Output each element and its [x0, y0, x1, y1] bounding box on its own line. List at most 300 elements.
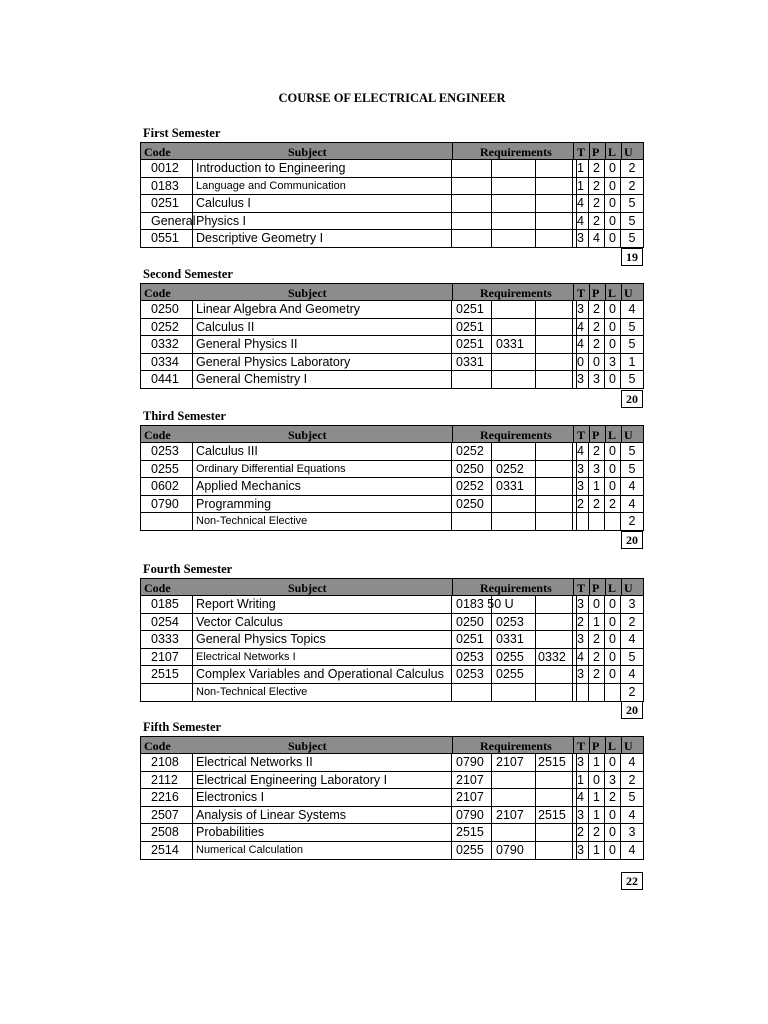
course-code: 0250 — [140, 301, 192, 319]
requirement-1 — [451, 213, 491, 231]
semester-heading: First Semester — [143, 126, 221, 140]
hours-l: 0 — [604, 754, 620, 772]
column-divider — [589, 143, 590, 159]
page-title: COURSE OF ELECTRICAL ENGINEER — [278, 91, 506, 105]
column-divider — [589, 284, 590, 300]
table-header — [140, 425, 644, 443]
hours-l: 0 — [604, 614, 620, 632]
requirement-1: 2515 — [451, 824, 491, 842]
hours-p: 2 — [588, 213, 604, 231]
header-l: L — [608, 581, 617, 595]
units-u: 5 — [620, 461, 644, 479]
requirement-2: 0790 — [491, 842, 535, 860]
requirement-1: 0253 — [451, 649, 491, 667]
units-u: 1 — [620, 354, 644, 372]
course-code: 0602 — [140, 478, 192, 496]
course-subject: Calculus II — [192, 319, 451, 337]
hours-p: 1 — [588, 614, 604, 632]
hours-t: 3 — [572, 754, 588, 772]
hours-l: 0 — [604, 213, 620, 231]
hours-p: 2 — [588, 666, 604, 684]
table-row — [140, 461, 644, 479]
hours-l: 0 — [604, 631, 620, 649]
hours-l: 0 — [604, 195, 620, 213]
requirement-2 — [491, 513, 535, 531]
header-l: L — [608, 428, 617, 442]
header-requirements: Requirements — [480, 145, 552, 159]
table-row — [140, 684, 644, 702]
header-u: U — [624, 428, 633, 442]
requirement-2: 0331 — [491, 336, 535, 354]
hours-l: 0 — [604, 461, 620, 479]
column-divider — [605, 426, 606, 442]
requirement-1: 0252 — [451, 478, 491, 496]
hours-l: 0 — [604, 160, 620, 178]
units-u: 4 — [620, 666, 644, 684]
hours-t: 3 — [572, 230, 588, 248]
column-divider — [589, 737, 590, 753]
course-code: 0332 — [140, 336, 192, 354]
requirement-1: 0331 — [451, 354, 491, 372]
requirement-1: 2107 — [451, 772, 491, 790]
units-u: 2 — [620, 160, 644, 178]
course-subject: General Physics II — [192, 336, 451, 354]
hours-t: 3 — [572, 666, 588, 684]
requirement-3 — [535, 478, 576, 496]
course-subject: Report Writing — [192, 596, 451, 614]
column-divider — [573, 426, 574, 442]
table-row — [140, 301, 644, 319]
header-subject: Subject — [288, 581, 327, 595]
requirement-2 — [491, 160, 535, 178]
hours-l: 2 — [604, 496, 620, 514]
semester-total: 20 — [621, 701, 643, 719]
requirement-2 — [491, 301, 535, 319]
hours-p: 0 — [588, 596, 604, 614]
column-divider — [589, 579, 590, 595]
header-t: T — [577, 739, 586, 753]
requirement-3 — [535, 684, 576, 702]
column-divider — [452, 426, 453, 442]
header-t: T — [577, 145, 586, 159]
hours-p: 2 — [588, 496, 604, 514]
requirement-2 — [491, 684, 535, 702]
hours-t: 2 — [572, 614, 588, 632]
hours-l: 3 — [604, 772, 620, 790]
requirement-3 — [535, 666, 576, 684]
hours-p: 2 — [588, 160, 604, 178]
hours-t: 4 — [572, 336, 588, 354]
hours-p: 1 — [588, 478, 604, 496]
requirement-1 — [451, 195, 491, 213]
column-divider — [573, 737, 574, 753]
column-divider — [605, 284, 606, 300]
table-row — [140, 496, 644, 514]
requirement-2: 0331 — [491, 478, 535, 496]
course-subject: Electrical Networks II — [192, 754, 451, 772]
hours-t: 4 — [572, 213, 588, 231]
course-subject: Language and Communication — [192, 178, 451, 196]
hours-l: 0 — [604, 336, 620, 354]
course-subject: Complex Variables and Operational Calculus — [192, 666, 451, 684]
course-code: 0441 — [140, 371, 192, 389]
hours-t: 4 — [572, 319, 588, 337]
table-row — [140, 478, 644, 496]
header-requirements: Requirements — [480, 739, 552, 753]
hours-t: 3 — [572, 807, 588, 825]
table-header — [140, 283, 644, 301]
hours-t: 1 — [572, 772, 588, 790]
units-u: 2 — [620, 513, 644, 531]
column-divider — [573, 284, 574, 300]
semester-heading: Third Semester — [143, 409, 226, 423]
requirement-3: 0332 — [535, 649, 576, 667]
requirement-3 — [535, 371, 576, 389]
column-divider — [621, 579, 622, 595]
course-code — [140, 684, 192, 702]
table-row — [140, 596, 644, 614]
header-subject: Subject — [288, 145, 327, 159]
hours-t: 3 — [572, 596, 588, 614]
column-divider — [621, 737, 622, 753]
requirement-1: 0252 — [451, 443, 491, 461]
units-u: 5 — [620, 230, 644, 248]
requirement-3 — [535, 631, 576, 649]
column-divider — [605, 737, 606, 753]
requirement-3 — [535, 195, 576, 213]
hours-t: 4 — [572, 195, 588, 213]
column-divider — [605, 579, 606, 595]
hours-t: 2 — [572, 824, 588, 842]
table-row — [140, 789, 644, 807]
table-row — [140, 754, 644, 772]
requirement-2: 2107 — [491, 807, 535, 825]
units-u: 5 — [620, 649, 644, 667]
requirement-1: 0253 — [451, 666, 491, 684]
column-divider — [621, 143, 622, 159]
header-requirements: Requirements — [480, 428, 552, 442]
column-divider — [589, 426, 590, 442]
course-code: 2107 — [140, 649, 192, 667]
hours-p: 2 — [588, 443, 604, 461]
course-subject: Numerical Calculation — [192, 842, 451, 860]
requirement-1 — [451, 684, 491, 702]
table-row — [140, 195, 644, 213]
requirement-1: 0251 — [451, 631, 491, 649]
header-requirements: Requirements — [480, 581, 552, 595]
units-u: 3 — [620, 596, 644, 614]
requirement-1: 0251 — [451, 301, 491, 319]
header-t: T — [577, 581, 586, 595]
header-u: U — [624, 581, 633, 595]
hours-p: 2 — [588, 336, 604, 354]
header-code: Code — [144, 286, 171, 300]
course-code: General — [140, 213, 192, 231]
semester-total: 20 — [621, 390, 643, 408]
requirement-1 — [451, 160, 491, 178]
requirement-3 — [535, 443, 576, 461]
course-code: 0551 — [140, 230, 192, 248]
requirement-3 — [535, 230, 576, 248]
hours-t: 1 — [572, 160, 588, 178]
hours-p: 1 — [588, 754, 604, 772]
header-code: Code — [144, 428, 171, 442]
course-subject: Applied Mechanics — [192, 478, 451, 496]
header-t: T — [577, 428, 586, 442]
table-row — [140, 371, 644, 389]
semester-table — [140, 142, 644, 248]
requirement-3 — [535, 178, 576, 196]
hours-p: 1 — [588, 807, 604, 825]
column-divider — [573, 579, 574, 595]
header-subject: Subject — [288, 286, 327, 300]
header-requirements: Requirements — [480, 286, 552, 300]
table-row — [140, 824, 644, 842]
table-row — [140, 513, 644, 531]
hours-l: 0 — [604, 807, 620, 825]
semester-heading: Second Semester — [143, 267, 233, 281]
table-header — [140, 736, 644, 754]
requirement-2: 0253 — [491, 614, 535, 632]
column-divider — [621, 426, 622, 442]
hours-l: 0 — [604, 596, 620, 614]
table-row — [140, 230, 644, 248]
requirement-2: 0252 — [491, 461, 535, 479]
requirement-2: 0255 — [491, 649, 535, 667]
requirement-2 — [491, 824, 535, 842]
hours-l: 0 — [604, 666, 620, 684]
semester-total: 20 — [621, 531, 643, 549]
hours-t: 3 — [572, 301, 588, 319]
course-code: 0183 — [140, 178, 192, 196]
header-t: T — [577, 286, 586, 300]
requirement-1: 0255 — [451, 842, 491, 860]
course-subject: General Chemistry I — [192, 371, 451, 389]
course-subject: General Physics Laboratory — [192, 354, 451, 372]
table-row — [140, 614, 644, 632]
semester-heading: Fifth Semester — [143, 720, 222, 734]
requirement-1: 0251 — [451, 336, 491, 354]
requirement-3 — [535, 354, 576, 372]
course-subject: Programming — [192, 496, 451, 514]
course-subject: Electrical Engineering Laboratory I — [192, 772, 451, 790]
table-header — [140, 142, 644, 160]
units-u: 5 — [620, 213, 644, 231]
hours-t: 4 — [572, 443, 588, 461]
table-row — [140, 842, 644, 860]
hours-l: 0 — [604, 842, 620, 860]
table-header — [140, 578, 644, 596]
requirement-2 — [491, 596, 535, 614]
requirement-3: 2515 — [535, 754, 576, 772]
requirement-3 — [535, 596, 576, 614]
hours-p: 2 — [588, 824, 604, 842]
requirement-2 — [491, 443, 535, 461]
units-u: 5 — [620, 336, 644, 354]
header-l: L — [608, 739, 617, 753]
course-code: 0254 — [140, 614, 192, 632]
table-row — [140, 649, 644, 667]
course-code: 0012 — [140, 160, 192, 178]
course-code: 0333 — [140, 631, 192, 649]
requirement-1 — [451, 178, 491, 196]
hours-p: 4 — [588, 230, 604, 248]
units-u: 5 — [620, 371, 644, 389]
hours-t — [572, 513, 588, 531]
units-u: 4 — [620, 631, 644, 649]
course-code: 2216 — [140, 789, 192, 807]
requirement-3 — [535, 513, 576, 531]
hours-l: 0 — [604, 319, 620, 337]
header-u: U — [624, 286, 633, 300]
header-p: P — [592, 428, 600, 442]
hours-t: 3 — [572, 478, 588, 496]
hours-t: 3 — [572, 842, 588, 860]
requirement-1: 0250 — [451, 461, 491, 479]
hours-t: 1 — [572, 178, 588, 196]
requirement-2: 2107 — [491, 754, 535, 772]
table-row — [140, 666, 644, 684]
hours-t: 3 — [572, 461, 588, 479]
course-code: 0252 — [140, 319, 192, 337]
requirement-2 — [491, 496, 535, 514]
header-l: L — [608, 145, 617, 159]
header-u: U — [624, 739, 633, 753]
semester-table — [140, 425, 644, 531]
hours-t: 3 — [572, 631, 588, 649]
hours-t: 4 — [572, 789, 588, 807]
column-divider — [452, 143, 453, 159]
semester-table — [140, 283, 644, 389]
table-row — [140, 807, 644, 825]
header-p: P — [592, 145, 600, 159]
hours-l: 0 — [604, 478, 620, 496]
requirement-1: 0250 — [451, 614, 491, 632]
units-u: 5 — [620, 443, 644, 461]
course-subject: Vector Calculus — [192, 614, 451, 632]
units-u: 4 — [620, 842, 644, 860]
column-divider — [452, 579, 453, 595]
course-code: 0790 — [140, 496, 192, 514]
course-subject: Physics I — [192, 213, 451, 231]
hours-p: 2 — [588, 178, 604, 196]
semester-heading: Fourth Semester — [143, 562, 233, 576]
hours-t: 0 — [572, 354, 588, 372]
course-code: 2112 — [140, 772, 192, 790]
table-row — [140, 336, 644, 354]
course-subject: Electronics I — [192, 789, 451, 807]
hours-p — [588, 684, 604, 702]
semester-table — [140, 736, 644, 860]
units-u: 2 — [620, 684, 644, 702]
course-subject: Descriptive Geometry I — [192, 230, 451, 248]
course-subject: Non-Technical Elective — [192, 684, 451, 702]
column-divider — [452, 737, 453, 753]
header-subject: Subject — [288, 428, 327, 442]
hours-p: 0 — [588, 772, 604, 790]
header-p: P — [592, 739, 600, 753]
hours-p: 3 — [588, 371, 604, 389]
course-code: 0253 — [140, 443, 192, 461]
course-code: 2514 — [140, 842, 192, 860]
table-row — [140, 213, 644, 231]
requirement-3 — [535, 319, 576, 337]
requirement-3 — [535, 461, 576, 479]
requirement-3 — [535, 789, 576, 807]
hours-p — [588, 513, 604, 531]
course-subject: Non-Technical Elective — [192, 513, 451, 531]
requirement-1: 0790 — [451, 807, 491, 825]
course-code: 0255 — [140, 461, 192, 479]
course-subject: Analysis of Linear Systems — [192, 807, 451, 825]
course-code: 2108 — [140, 754, 192, 772]
units-u: 4 — [620, 496, 644, 514]
requirement-2 — [491, 789, 535, 807]
requirement-3 — [535, 301, 576, 319]
course-subject: Calculus III — [192, 443, 451, 461]
requirement-3 — [535, 213, 576, 231]
requirement-3 — [535, 772, 576, 790]
hours-t — [572, 684, 588, 702]
course-subject: General Physics Topics — [192, 631, 451, 649]
table-row — [140, 319, 644, 337]
header-code: Code — [144, 145, 171, 159]
units-u: 5 — [620, 789, 644, 807]
course-code: 0334 — [140, 354, 192, 372]
hours-p: 2 — [588, 195, 604, 213]
hours-p: 3 — [588, 461, 604, 479]
hours-l: 0 — [604, 649, 620, 667]
header-u: U — [624, 145, 633, 159]
hours-l: 0 — [604, 824, 620, 842]
requirement-3 — [535, 496, 576, 514]
requirement-1 — [451, 371, 491, 389]
units-u: 2 — [620, 178, 644, 196]
column-divider — [605, 143, 606, 159]
hours-t: 3 — [572, 371, 588, 389]
requirement-2 — [491, 213, 535, 231]
requirement-1: 2107 — [451, 789, 491, 807]
requirement-1: 0250 — [451, 496, 491, 514]
units-u: 5 — [620, 319, 644, 337]
course-subject: Ordinary Differential Equations — [192, 461, 451, 479]
semester-table — [140, 578, 644, 702]
units-u: 4 — [620, 301, 644, 319]
hours-t: 2 — [572, 496, 588, 514]
course-code: 2515 — [140, 666, 192, 684]
requirement-1: 0251 — [451, 319, 491, 337]
table-row — [140, 443, 644, 461]
requirement-2: 0255 — [491, 666, 535, 684]
course-code: 0185 — [140, 596, 192, 614]
units-u: 5 — [620, 195, 644, 213]
header-code: Code — [144, 581, 171, 595]
units-u: 4 — [620, 807, 644, 825]
requirement-1: 0790 — [451, 754, 491, 772]
header-l: L — [608, 286, 617, 300]
units-u: 4 — [620, 754, 644, 772]
header-p: P — [592, 286, 600, 300]
requirement-3 — [535, 336, 576, 354]
requirement-3: 2515 — [535, 807, 576, 825]
course-code: 2508 — [140, 824, 192, 842]
requirement-2 — [491, 371, 535, 389]
units-u: 3 — [620, 824, 644, 842]
hours-t: 4 — [572, 649, 588, 667]
requirement-1 — [451, 230, 491, 248]
header-p: P — [592, 581, 600, 595]
hours-l: 0 — [604, 443, 620, 461]
